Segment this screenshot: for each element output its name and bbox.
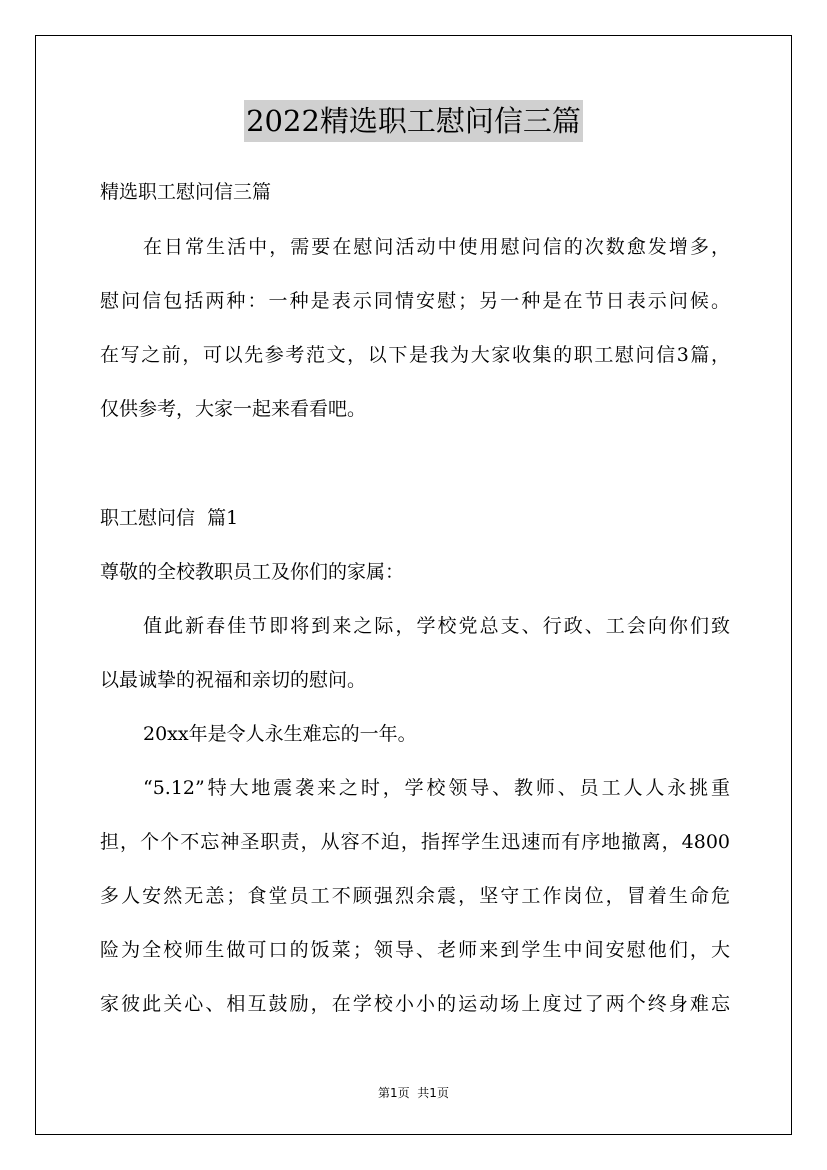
paragraph-line: 值此新春佳节即将到来之际，学校党总支、行政、工会向你们致	[143, 615, 730, 637]
paragraph-line: 家彼此关心、相互鼓励，在学校小小的运动场上度过了两个终身难忘	[100, 993, 730, 1015]
paragraph-line: 担，个个不忘神圣职责，从容不迫，指挥学生迅速而有序地撤离，4800	[100, 831, 730, 853]
title-container	[0, 100, 827, 142]
paragraph-3	[100, 761, 730, 1031]
document-title: 2022精选职工慰问信三篇	[244, 100, 583, 142]
salutation-block	[100, 545, 730, 599]
intro-line: 慰问信包括两种：一种是表示同情安慰；另一种是在节日表示问候。	[100, 290, 730, 312]
paragraph-line: 险为全校师生做可口的饭菜；领导、老师来到学生中间安慰他们，大	[100, 939, 730, 961]
intro-paragraph	[100, 220, 730, 436]
paragraph-line: 20xx年是令人永生难忘的一年。	[143, 723, 417, 745]
paragraph-line: “5.12”特大地震袭来之时，学校领导、教师、员工人人永挑重	[143, 777, 730, 799]
section-heading: 职工慰问信 篇1	[100, 507, 239, 529]
intro-line: 仅供参考，大家一起来看看吧。	[100, 398, 367, 420]
paragraph-line: 多人安然无恙；食堂员工不顾强烈余震，坚守工作岗位，冒着生命危	[100, 885, 730, 907]
subtitle-block	[100, 165, 730, 219]
intro-line: 在日常生活中，需要在慰问活动中使用慰问信的次数愈发增多，	[143, 236, 730, 258]
paragraph-2	[100, 707, 730, 761]
salutation: 尊敬的全校教职员工及你们的家属：	[100, 561, 405, 583]
document-subtitle: 精选职工慰问信三篇	[100, 181, 272, 203]
paragraph-1	[100, 599, 730, 707]
section-heading-block	[100, 491, 730, 545]
intro-line: 在写之前，可以先参考范文，以下是我为大家收集的职工慰问信3篇，	[100, 344, 730, 366]
paragraph-line: 以最诚挚的祝福和亲切的慰问。	[100, 669, 367, 691]
page-number: 第1页 共1页	[378, 1086, 449, 1100]
